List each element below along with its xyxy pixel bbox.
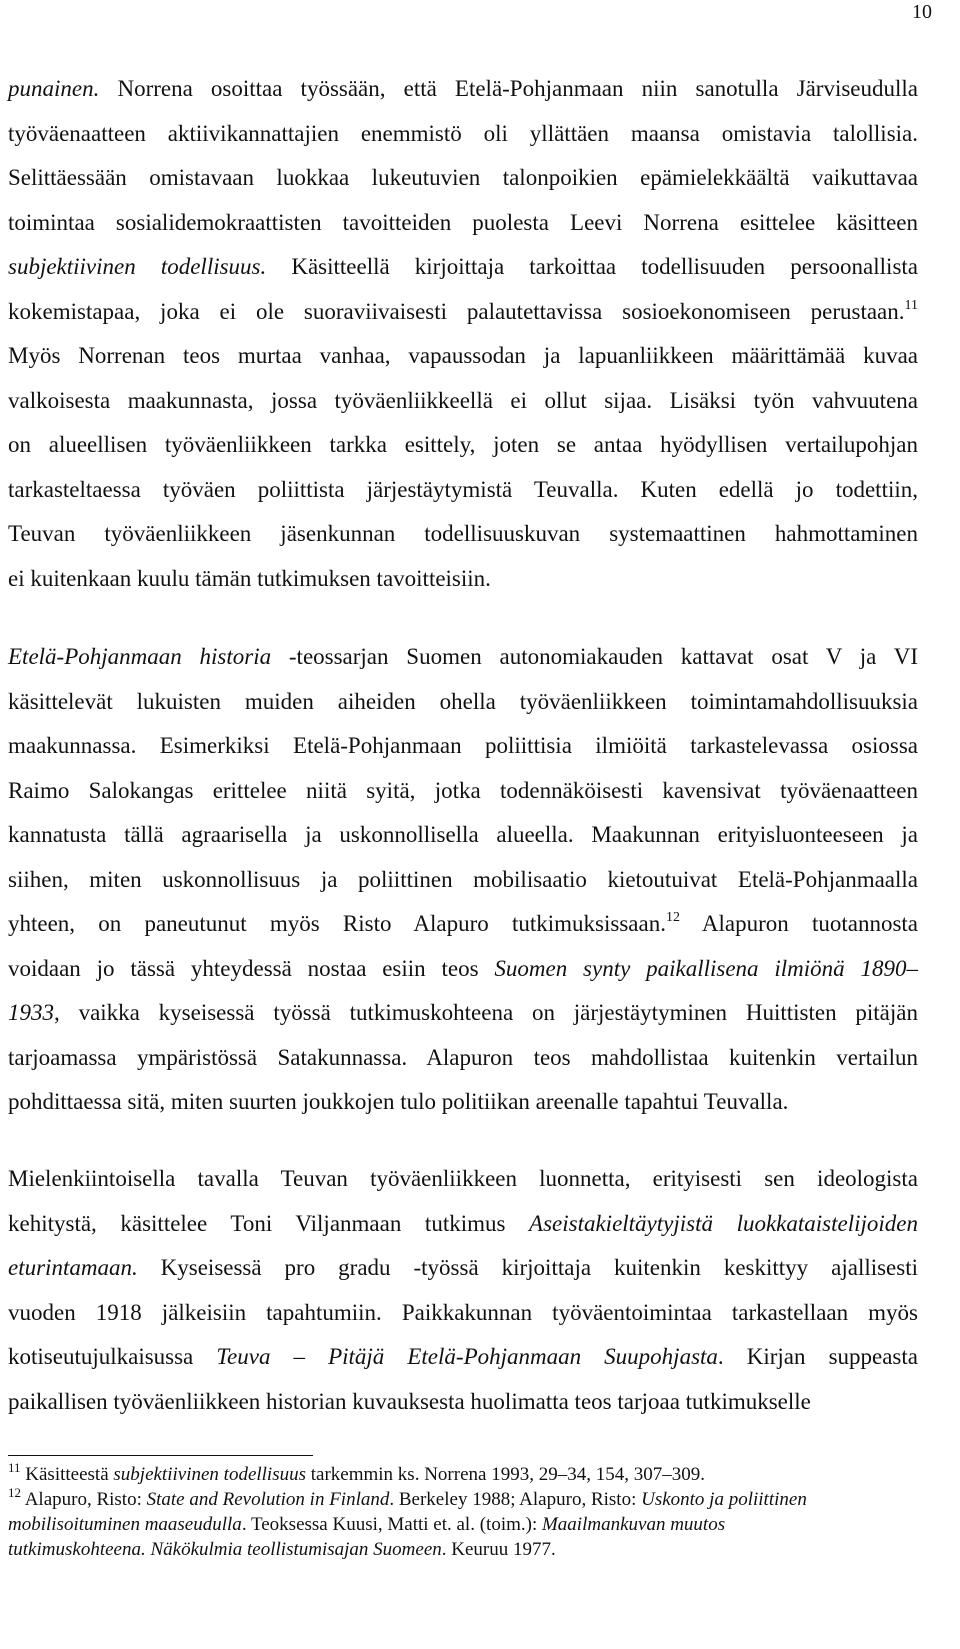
text-line xyxy=(8,201,918,246)
text-line xyxy=(8,468,918,513)
text-run: työväenaatteen aktiivikannattajien enemmistö oli yllättäen maansa omistavia talollisia. xyxy=(8,120,918,146)
footnote-separator xyxy=(8,1455,313,1456)
text-line xyxy=(8,680,918,725)
italic-text: tutkimuskohteena. Näkökulmia teollistumisajan Suomeen xyxy=(8,1539,442,1560)
text-run: maakunnassa. Esimerkiksi Etelä-Pohjanmaan poliittisia ilmiöitä tarkastelevassa osiossa xyxy=(8,733,918,758)
text-line xyxy=(8,512,918,557)
italic-text: subjektiivinen todellisuus xyxy=(113,1464,306,1485)
italic-text: mobilisoituminen maaseudulla xyxy=(8,1514,242,1535)
text-run: tarkemmin ks. Norrena 1993, 29–34, 154, 307–309. xyxy=(306,1464,705,1485)
text-run: tarjoamassa ympäristössä Satakunnassa. Alapuron teos mahdollistaa kuitenkin vertailun xyxy=(8,1044,918,1070)
text-line xyxy=(8,1080,918,1125)
italic-text: 1933 xyxy=(8,1000,54,1025)
text-line xyxy=(8,813,918,858)
italic-text: Etelä-Pohjanmaan historia xyxy=(8,644,272,669)
text-line xyxy=(8,557,918,602)
text-run: kokemistapaa, joka ei ole suoraviivaisesti palautettavissa sosioekonomiseen perustaan. xyxy=(8,298,905,324)
text-run: -teossarjan Suomen autonomiakauden kattavat osat V ja VI xyxy=(271,644,918,669)
text-line xyxy=(8,724,918,769)
page-number: 10 xyxy=(912,1,932,23)
paragraph-2 xyxy=(8,635,918,1125)
text-line xyxy=(8,769,918,814)
text-line xyxy=(8,67,918,112)
paragraph-1 xyxy=(8,67,918,601)
text-line xyxy=(8,290,918,335)
text-run: voidaan jo tässä yhteydessä nostaa esiin teos xyxy=(8,955,495,981)
text-run: valkoisesta maakunnasta, jossa työväenliikkeellä ei ollut sijaa. Lisäksi työn vahvuutena xyxy=(8,387,918,413)
text-line xyxy=(8,902,918,947)
italic-text: punainen. xyxy=(8,76,100,101)
text-run: toimintaa sosialidemokraattisten tavoitteiden puolesta Leevi Norrena esittelee käsitteen xyxy=(8,209,918,235)
text-line xyxy=(8,1380,918,1425)
footnote-marker: 11 xyxy=(8,1460,21,1475)
italic-text: eturintamaan. xyxy=(8,1255,138,1280)
footnotes xyxy=(8,1462,918,1562)
text-run: kannatusta tällä agraarisella ja uskonnollisella alueella. Maakunnan erityisluonteeseen ja xyxy=(8,822,918,847)
text-run: . Kirjan suppeasta xyxy=(717,1344,918,1369)
text-line xyxy=(8,947,918,992)
text-line xyxy=(8,112,918,157)
text-run: . Keuruu 1977. xyxy=(441,1539,556,1560)
paragraph-3 xyxy=(8,1157,918,1424)
text-run: vuoden 1918 jälkeisiin tapahtumiin. Paikkakunnan työväentoimintaa tarkastellaan myös xyxy=(8,1299,918,1325)
text-run: , vaikka kyseisessä työssä tutkimuskohteena on järjestäytyminen Huittisten pitäjän xyxy=(54,1000,918,1025)
text-run: kotiseutujulkaisussa xyxy=(8,1344,217,1369)
text-run: . Berkeley 1988; Alapuro, Risto: xyxy=(389,1489,642,1510)
footnote-line xyxy=(8,1487,918,1512)
text-run: käsittelevät lukuisten muiden aiheiden ohella työväenliikkeen toimintamahdollisuuksia xyxy=(8,688,918,714)
text-run: Alapuro, Risto: xyxy=(21,1489,147,1510)
italic-text: subjektiivinen todellisuus. xyxy=(8,254,267,279)
text-line xyxy=(8,245,918,290)
text-line xyxy=(8,156,918,201)
text-run: Raimo Salokangas erittelee niitä syitä, jotka todennäköisesti kavensivat työväenaatteen xyxy=(8,777,918,803)
text-run: tarkasteltaessa työväen poliittista järjestäytymistä Teuvalla. Kuten edellä jo todettiin, xyxy=(8,476,918,502)
text-run: Käsitteestä xyxy=(20,1464,114,1485)
text-run: Selittäessään omistavaan luokkaa lukeutuvien talonpoikien epämielekkäältä vaikuttavaa xyxy=(8,165,918,190)
text-run: pohdittaessa sitä, miten suurten joukkojen tulo politiikan areenalle tapahtui Teuvalla. xyxy=(8,1089,789,1114)
text-run: Kyseisessä pro gradu -työssä kirjoittaja kuitenkin keskittyy ajallisesti xyxy=(137,1255,918,1280)
text-line xyxy=(8,423,918,468)
text-run: on alueellisen työväenliikkeen tarkka esittely, joten se antaa hyödyllisen vertailupohjan xyxy=(8,432,918,457)
text-line xyxy=(8,1036,918,1081)
text-line xyxy=(8,635,918,680)
text-line xyxy=(8,1202,918,1247)
footnote-marker: 11 xyxy=(904,297,918,313)
footnote-marker: 12 xyxy=(665,910,680,925)
text-run: ei kuitenkaan kuulu tämän tutkimuksen tavoitteisiin. xyxy=(8,565,491,591)
italic-text: Uskonto ja poliittinen xyxy=(641,1489,807,1510)
text-run: Käsitteellä kirjoittaja tarkoittaa todellisuuden persoonallista xyxy=(266,254,918,279)
italic-text: Teuva – Pitäjä Etelä-Pohjanmaan Suupohjasta xyxy=(216,1344,718,1369)
text-run: Norrena osoittaa työssään, että Etelä-Pohjanmaan niin sanotulla Järviseudulla xyxy=(99,76,918,101)
text-run: kehitystä, käsittelee Toni Viljanmaan tutkimus xyxy=(8,1210,530,1236)
text-run: . Teoksessa Kuusi, Matti et. al. (toim.): xyxy=(241,1514,542,1535)
footnote-marker: 12 xyxy=(8,1485,21,1500)
footnote-line xyxy=(8,1512,918,1537)
text-run: Mielenkiintoisella tavalla Teuvan työväenliikkeen luonnetta, erityisesti sen ideologista xyxy=(8,1166,918,1191)
italic-text: Suomen synty paikallisena ilmiönä 1890– xyxy=(494,955,918,981)
text-line xyxy=(8,334,918,379)
text-run: paikallisen työväenliikkeen historian kuvauksesta huolimatta teos tarjoaa tutkimukselle xyxy=(8,1388,811,1414)
text-run: Teuvan työväenliikkeen jäsenkunnan todellisuuskuvan systemaattinen hahmottaminen xyxy=(8,521,918,546)
text-line xyxy=(8,1246,918,1291)
text-run: siihen, miten uskonnollisuus ja poliittinen mobilisaatio kietoutuivat Etelä-Pohjanmaalla xyxy=(8,866,918,892)
italic-text: Maailmankuvan muutos xyxy=(541,1514,726,1535)
text-line xyxy=(8,379,918,424)
text-line xyxy=(8,858,918,903)
text-line xyxy=(8,1335,918,1380)
italic-text: Aseistakieltäytyjistä luokkataistelijoiden xyxy=(529,1210,918,1236)
footnote-line xyxy=(8,1537,918,1562)
text-line xyxy=(8,1157,918,1202)
text-run: Alapuron tuotannosta xyxy=(679,911,918,936)
text-run: Myös Norrenan teos murtaa vanhaa, vapaussodan ja lapuanliikkeen määrittämää kuvaa xyxy=(8,343,918,368)
italic-text: State and Revolution in Finland xyxy=(146,1489,390,1510)
footnote-line xyxy=(8,1462,918,1487)
text-run: yhteen, on paneutunut myös Risto Alapuro tutkimuksissaan. xyxy=(8,911,666,936)
text-line xyxy=(8,991,918,1036)
text-line xyxy=(8,1291,918,1336)
